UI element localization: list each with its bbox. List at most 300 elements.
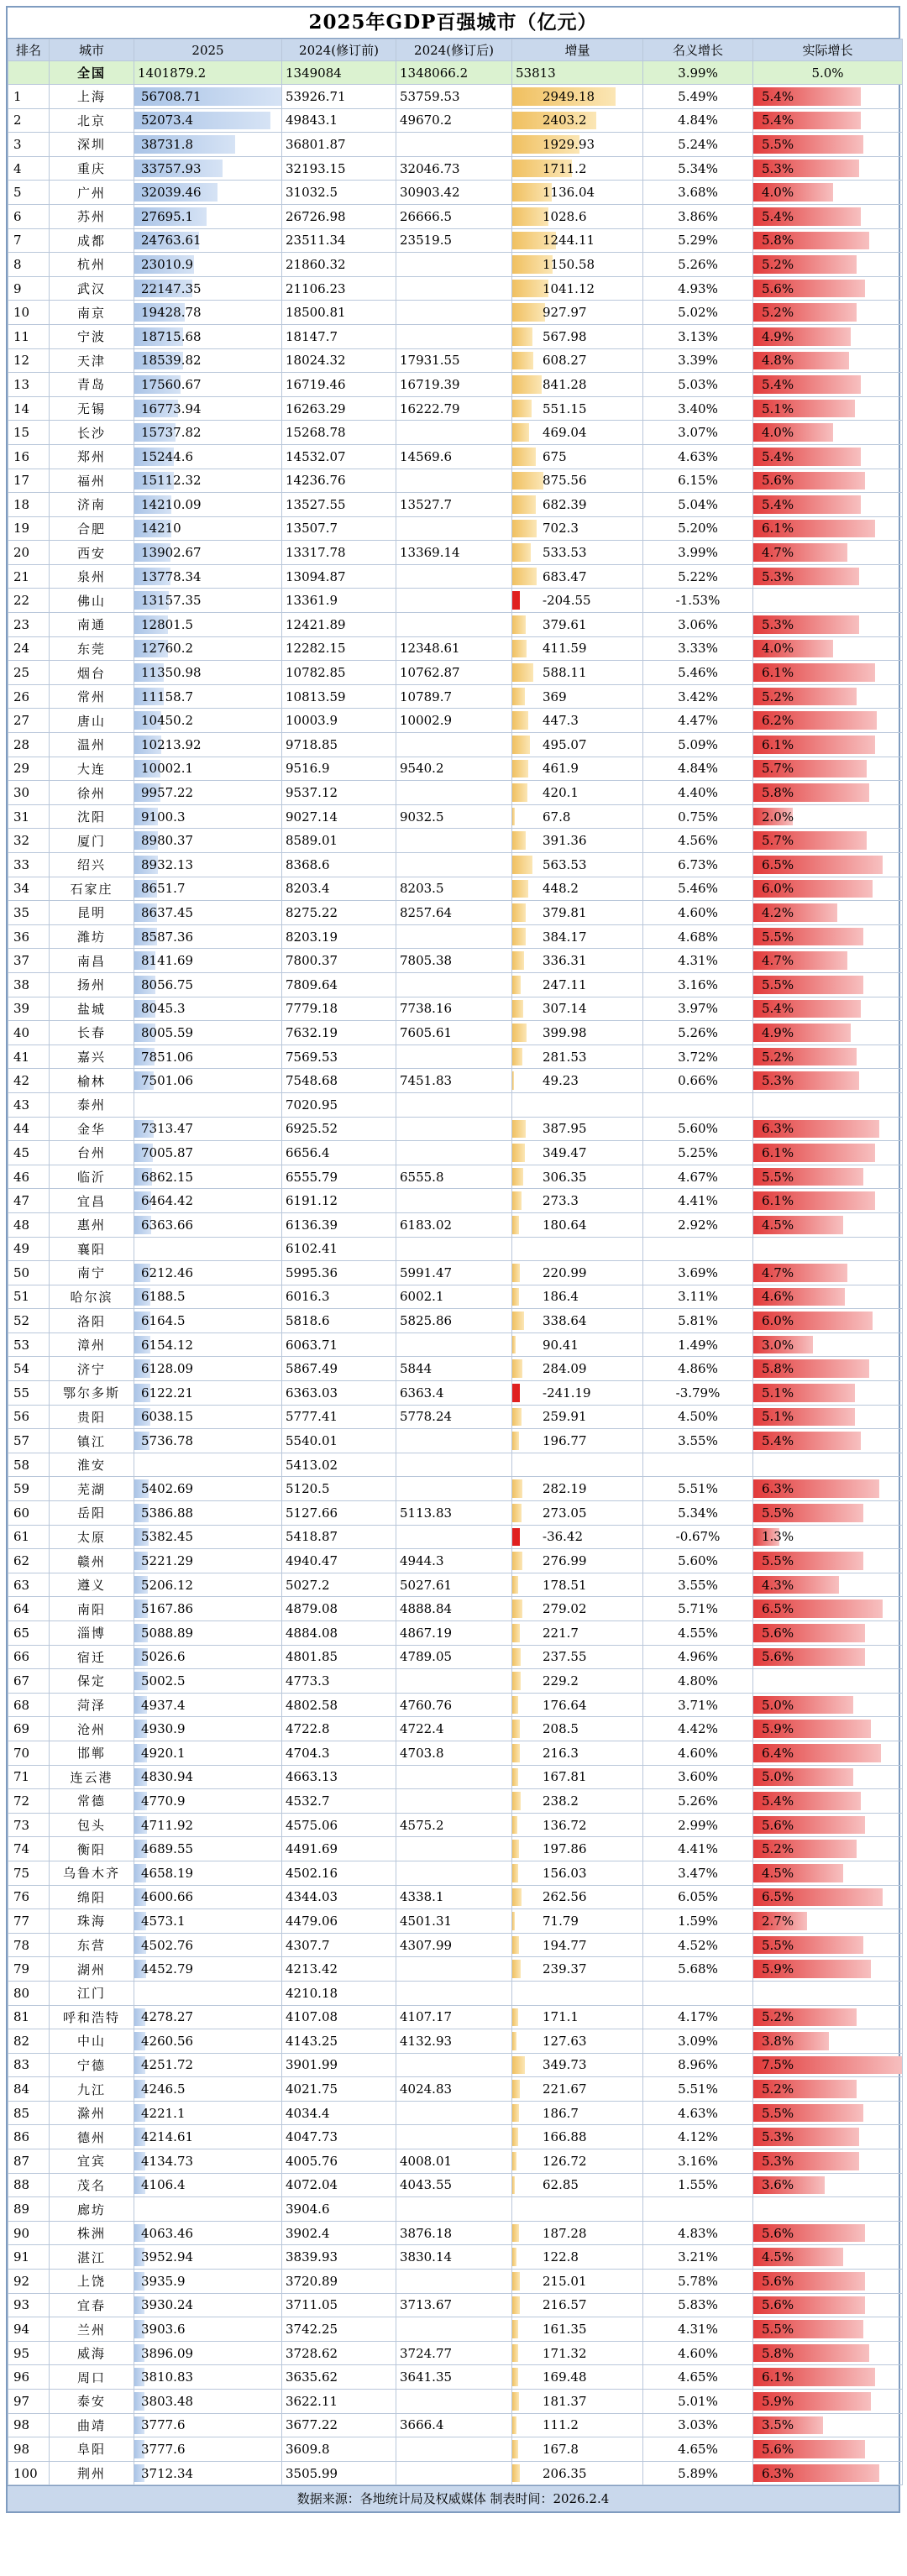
rank-cell: 14: [8, 396, 50, 421]
gdp-2024-post-cell: 53759.53: [396, 85, 512, 109]
nominal-growth-cell: 4.86%: [643, 1357, 753, 1381]
city-cell: 东莞: [50, 636, 134, 661]
real-growth-value: 5.2%: [762, 1841, 794, 1857]
real-growth-cell: [753, 1237, 903, 1261]
gdp-2025-cell: [134, 1765, 282, 1789]
rank-cell: 22: [8, 589, 50, 613]
table-row: [8, 1693, 903, 1717]
increment-cell: [512, 156, 643, 181]
gdp-2025-value: 4658.19: [141, 1865, 194, 1881]
real-growth-value: 5.3%: [762, 616, 794, 632]
gdp-2025-cell: [134, 2125, 282, 2149]
gdp-2024-pre-cell: 3609.8: [282, 2437, 396, 2462]
table-row: [8, 709, 903, 733]
gdp-2024-pre-cell: 4479.06: [282, 1909, 396, 1934]
gdp-2024-post-cell: [396, 1837, 512, 1861]
rank-cell: 73: [8, 1813, 50, 1837]
increment-value: 702.3: [543, 521, 579, 537]
gdp-2024-pre-cell: 18500.81: [282, 301, 396, 325]
gdp-2024-pre-cell: 5995.36: [282, 1261, 396, 1285]
increment-cell: [512, 2461, 643, 2485]
rank-cell: 31: [8, 804, 50, 829]
rank-cell: 51: [8, 1285, 50, 1309]
gdp-2024-pre-cell: 7548.68: [282, 1069, 396, 1093]
gdp-2024-post-cell: 3724.77: [396, 2341, 512, 2365]
city-cell: 泰州: [50, 1092, 134, 1117]
table-row: [8, 204, 903, 228]
gdp-2024-post-cell: [396, 1117, 512, 1141]
gdp-2024-post-cell: [396, 1045, 512, 1069]
gdp-2024-post-cell: [396, 253, 512, 277]
city-cell: 茂名: [50, 2173, 134, 2197]
gdp-2025-cell: [134, 1693, 282, 1717]
real-growth-cell: [753, 228, 903, 253]
increment-value: 551.15: [543, 401, 587, 416]
gdp-2024-post-cell: 7605.61: [396, 1021, 512, 1045]
gdp-2025-value: 19428.78: [141, 305, 202, 321]
table-row: [8, 1429, 903, 1453]
nominal-growth-cell: 4.65%: [643, 2437, 753, 2462]
city-cell: 盐城: [50, 997, 134, 1021]
real-growth-cell: [753, 276, 903, 301]
real-growth-value: 5.5%: [762, 1505, 794, 1521]
gdp-2024-pre-cell: 4802.58: [282, 1693, 396, 1717]
gdp-2025-cell: [134, 2029, 282, 2054]
real-growth-value: 6.1%: [762, 1193, 794, 1209]
nominal-growth-cell: 5.60%: [643, 1117, 753, 1141]
nominal-growth-cell: 5.78%: [643, 2270, 753, 2294]
real-growth-cell: [753, 1357, 903, 1381]
rank-cell: 46: [8, 1165, 50, 1189]
nominal-growth-cell: 5.25%: [643, 1141, 753, 1165]
gdp-2024-post-cell: 16222.79: [396, 396, 512, 421]
increment-cell: [512, 1765, 643, 1789]
gdp-2025-cell: [134, 1069, 282, 1093]
rank-cell: 81: [8, 2005, 50, 2029]
city-cell: 厦门: [50, 829, 134, 853]
gdp-2025-cell: [134, 2221, 282, 2245]
real-growth-cell: [753, 301, 903, 325]
nominal-growth-cell: 3.72%: [643, 1045, 753, 1069]
rank-cell: 78: [8, 1933, 50, 1957]
city-cell: 湖州: [50, 1957, 134, 1982]
gdp-2024-pre-cell: 4940.47: [282, 1549, 396, 1573]
gdp-2024-post-cell: [396, 301, 512, 325]
increment-cell: [512, 924, 643, 949]
gdp-2025-cell: [134, 1117, 282, 1141]
table-row: [8, 2461, 903, 2485]
increment-cell: [512, 1477, 643, 1501]
table-row: [8, 373, 903, 397]
increment-value: 683.47: [543, 568, 587, 584]
city-cell: 滁州: [50, 2101, 134, 2125]
real-growth-value: 5.2%: [762, 1049, 794, 1065]
gdp-2024-post-cell: 9540.2: [396, 757, 512, 781]
gdp-2024-post-cell: [396, 924, 512, 949]
rank-cell: 49: [8, 1237, 50, 1261]
gdp-2025-cell: [134, 301, 282, 325]
city-cell: 广州: [50, 181, 134, 205]
gdp-2025-cell: [134, 396, 282, 421]
nominal-growth-cell: 1.59%: [643, 1909, 753, 1934]
gdp-2025-value: 18715.68: [141, 328, 202, 344]
gdp-2024-pre-cell: 6191.12: [282, 1189, 396, 1213]
gdp-2024-post-cell: [396, 2197, 512, 2222]
real-growth-value: 5.3%: [762, 1073, 794, 1089]
gdp-2025-value: 3777.6: [141, 2417, 186, 2433]
table-row: [8, 301, 903, 325]
increment-value: 221.67: [543, 2081, 587, 2097]
increment-value: 262.56: [543, 1889, 587, 1905]
increment-value: 420.1: [543, 785, 579, 801]
table-row: [8, 1285, 903, 1309]
real-growth-value: 5.1%: [762, 1409, 794, 1425]
rank-cell: 66: [8, 1645, 50, 1669]
nominal-growth-cell: 5.01%: [643, 2390, 753, 2414]
nominal-growth-cell: 5.83%: [643, 2293, 753, 2317]
real-growth-value: 6.4%: [762, 1745, 794, 1761]
gdp-2025-value: 33757.93: [141, 160, 202, 176]
rank-cell: 84: [8, 2077, 50, 2102]
city-cell: 芜湖: [50, 1477, 134, 1501]
increment-value: 411.59: [543, 641, 587, 657]
real-growth-cell: [753, 204, 903, 228]
gdp-2024-pre-cell: 9718.85: [282, 733, 396, 757]
real-growth-cell: [753, 2197, 903, 2222]
gdp-2025-value: 8932.13: [141, 856, 194, 872]
table-row: [8, 1717, 903, 1741]
real-growth-cell: [753, 2365, 903, 2390]
city-cell: 岳阳: [50, 1501, 134, 1526]
gdp-2025-cell: [134, 1549, 282, 1573]
nominal-growth-cell: 4.84%: [643, 108, 753, 133]
gdp-2025-value: 6188.5: [141, 1289, 186, 1305]
real-growth-cell: [753, 1333, 903, 1357]
city-cell: 绵阳: [50, 1885, 134, 1909]
gdp-2025-cell: [134, 1261, 282, 1285]
real-growth-value: 4.2%: [762, 904, 794, 920]
table-row: [8, 589, 903, 613]
table-row: [8, 781, 903, 805]
increment-cell: [512, 2053, 643, 2077]
increment-cell: [512, 1333, 643, 1357]
gdp-2025-cell: [134, 2149, 282, 2174]
nominal-growth-cell: 4.96%: [643, 1645, 753, 1669]
gdp-2024-pre-cell: 5777.41: [282, 1405, 396, 1429]
real-growth-value: 5.8%: [762, 1361, 794, 1377]
header-real-growth: 实际增长: [753, 39, 903, 61]
real-growth-value: 5.6%: [762, 1625, 794, 1641]
gdp-2025-value: 6122.21: [141, 1385, 194, 1401]
city-cell: 常州: [50, 684, 134, 709]
national-pre: 1349084: [282, 61, 396, 85]
increment-cell: [512, 661, 643, 685]
real-growth-cell: [753, 1669, 903, 1694]
gdp-2024-post-cell: 4107.17: [396, 2005, 512, 2029]
table-row: [8, 1597, 903, 1621]
city-cell: 上海: [50, 85, 134, 109]
increment-cell: [512, 276, 643, 301]
real-growth-cell: [753, 2317, 903, 2342]
national-increment: 53813: [512, 61, 643, 85]
gdp-2024-post-cell: 3666.4: [396, 2413, 512, 2437]
real-growth-value: 6.3%: [762, 2465, 794, 2481]
increment-cell: [512, 1669, 643, 1694]
table-row: [8, 1741, 903, 1765]
nominal-growth-cell: 3.55%: [643, 1429, 753, 1453]
table-row: [8, 853, 903, 877]
city-cell: 乌鲁木齐: [50, 1861, 134, 1885]
gdp-2024-pre-cell: 6925.52: [282, 1117, 396, 1141]
nominal-growth-cell: 3.16%: [643, 972, 753, 997]
rank-cell: 19: [8, 516, 50, 541]
real-growth-cell: [753, 133, 903, 157]
gdp-2025-value: 3896.09: [141, 2345, 194, 2361]
real-growth-cell: [753, 684, 903, 709]
gdp-2025-cell: [134, 1333, 282, 1357]
gdp-2025-cell: [134, 589, 282, 613]
gdp-2025-value: 18539.82: [141, 353, 202, 369]
table-row: [8, 2005, 903, 2029]
nominal-growth-cell: 3.39%: [643, 348, 753, 373]
table-row: [8, 2221, 903, 2245]
increment-value: 447.3: [543, 713, 579, 729]
increment-cell: [512, 1165, 643, 1189]
gdp-2025-cell: [134, 1165, 282, 1189]
gdp-2024-post-cell: [396, 2053, 512, 2077]
real-growth-cell: [753, 108, 903, 133]
rank-cell: 89: [8, 2197, 50, 2222]
real-growth-cell: [753, 2437, 903, 2462]
gdp-2025-value: 3810.83: [141, 2369, 194, 2385]
gdp-2024-pre-cell: 6063.71: [282, 1333, 396, 1357]
gdp-2024-post-cell: 4024.83: [396, 2077, 512, 2102]
increment-cell: [512, 1285, 643, 1309]
city-cell: 宁波: [50, 324, 134, 348]
real-growth-cell: [753, 1957, 903, 1982]
real-growth-value: 5.6%: [762, 2441, 794, 2457]
gdp-2024-post-cell: 8257.64: [396, 901, 512, 925]
real-growth-cell: [753, 444, 903, 469]
gdp-2025-value: 8637.45: [141, 904, 194, 920]
header-gdp-2025: 2025: [134, 39, 282, 61]
gdp-2024-post-cell: 4575.2: [396, 1813, 512, 1837]
gdp-2025-value: 15112.32: [141, 473, 202, 489]
gdp-2024-pre-cell: 5540.01: [282, 1429, 396, 1453]
increment-value: 194.77: [543, 1937, 587, 1953]
table-row: [8, 1261, 903, 1285]
increment-cell: [512, 2005, 643, 2029]
city-cell: 潍坊: [50, 924, 134, 949]
gdp-2025-cell: [134, 1501, 282, 1526]
real-growth-cell: [753, 853, 903, 877]
rank-cell: 3: [8, 133, 50, 157]
gdp-2025-value: 5221.29: [141, 1553, 194, 1569]
real-growth-value: 5.5%: [762, 1553, 794, 1569]
table-row: [8, 877, 903, 901]
rank-cell: 34: [8, 877, 50, 901]
real-growth-value: 4.0%: [762, 641, 794, 657]
gdp-2024-pre-cell: 4773.3: [282, 1669, 396, 1694]
increment-value: 495.07: [543, 736, 587, 752]
increment-cell: [512, 804, 643, 829]
increment-value: -241.19: [543, 1385, 591, 1401]
real-growth-cell: [753, 1741, 903, 1765]
increment-value: 336.31: [543, 953, 587, 969]
table-row: [8, 1309, 903, 1333]
real-growth-value: 2.0%: [762, 809, 794, 825]
city-cell: 阜阳: [50, 2437, 134, 2462]
rank-cell: 45: [8, 1141, 50, 1165]
gdp-2025-value: 5402.69: [141, 1481, 194, 1497]
nominal-growth-cell: 5.04%: [643, 493, 753, 517]
table-row: [8, 1861, 903, 1885]
gdp-2025-cell: [134, 133, 282, 157]
increment-value: 448.2: [543, 881, 579, 897]
table-row: [8, 1645, 903, 1669]
gdp-2025-value: 13778.34: [141, 568, 202, 584]
table-row: [8, 133, 903, 157]
gdp-2024-post-cell: [396, 1669, 512, 1694]
city-cell: 南通: [50, 613, 134, 637]
real-growth-cell: [753, 2077, 903, 2102]
city-cell: 福州: [50, 469, 134, 493]
nominal-growth-cell: 4.31%: [643, 949, 753, 973]
gdp-2025-cell: [134, 1621, 282, 1646]
gdp-2025-value: [134, 1241, 141, 1256]
real-growth-value: 3.8%: [762, 2033, 794, 2049]
table-row: [8, 253, 903, 277]
real-growth-value: [753, 1097, 762, 1113]
nominal-growth-cell: 3.68%: [643, 181, 753, 205]
table-row: [8, 493, 903, 517]
increment-cell: [512, 2125, 643, 2149]
rank-cell: 85: [8, 2101, 50, 2125]
nominal-growth-cell: 5.51%: [643, 1477, 753, 1501]
increment-cell: [512, 421, 643, 445]
gdp-2025-cell: [134, 276, 282, 301]
rank-cell: 13: [8, 373, 50, 397]
city-cell: 江门: [50, 1981, 134, 2005]
rank-cell: 37: [8, 949, 50, 973]
table-row: [8, 156, 903, 181]
real-growth-value: [753, 1241, 762, 1256]
nominal-growth-cell: 5.51%: [643, 2077, 753, 2102]
gdp-2025-cell: [134, 1813, 282, 1837]
real-growth-cell: [753, 2341, 903, 2365]
table-row: [8, 1957, 903, 1982]
nominal-growth-cell: 3.86%: [643, 204, 753, 228]
real-growth-value: 5.2%: [762, 689, 794, 704]
gdp-2024-pre-cell: 5818.6: [282, 1309, 396, 1333]
gdp-2024-post-cell: [396, 1477, 512, 1501]
gdp-2025-value: 27695.1: [141, 208, 194, 224]
gdp-2024-pre-cell: 5418.87: [282, 1525, 396, 1549]
real-growth-cell: [753, 589, 903, 613]
gdp-2024-post-cell: [396, 276, 512, 301]
gdp-2024-post-cell: 4501.31: [396, 1909, 512, 1934]
rank-cell: 9: [8, 276, 50, 301]
gdp-2024-pre-cell: 23511.34: [282, 228, 396, 253]
gdp-2025-value: 22147.35: [141, 280, 202, 296]
real-growth-value: 4.3%: [762, 1577, 794, 1593]
gdp-2025-value: 8045.3: [141, 1001, 186, 1017]
nominal-growth-cell: 4.52%: [643, 1933, 753, 1957]
city-cell: 扬州: [50, 972, 134, 997]
real-growth-cell: [753, 1405, 903, 1429]
gdp-2024-post-cell: 4703.8: [396, 1741, 512, 1765]
gdp-2024-post-cell: 8203.5: [396, 877, 512, 901]
increment-cell: [512, 613, 643, 637]
increment-value: 62.85: [543, 2177, 579, 2193]
nominal-growth-cell: 3.06%: [643, 613, 753, 637]
rank-cell: 64: [8, 1597, 50, 1621]
gdp-2025-cell: [134, 877, 282, 901]
nominal-growth-cell: -1.53%: [643, 589, 753, 613]
gdp-2024-pre-cell: 3711.05: [282, 2293, 396, 2317]
rank-cell: 59: [8, 1477, 50, 1501]
gdp-2025-cell: [134, 204, 282, 228]
gdp-2025-value: 4106.4: [141, 2177, 186, 2193]
gdp-2024-pre-cell: 4502.16: [282, 1861, 396, 1885]
table-row: [8, 564, 903, 589]
gdp-2024-post-cell: 5991.47: [396, 1261, 512, 1285]
gdp-2024-pre-cell: 4213.42: [282, 1957, 396, 1982]
real-growth-value: 3.6%: [762, 2177, 794, 2193]
gdp-2025-cell: [134, 108, 282, 133]
gdp-2025-value: 7005.87: [141, 1144, 194, 1160]
rank-cell: 87: [8, 2149, 50, 2174]
real-growth-cell: [753, 469, 903, 493]
gdp-2025-value: 13902.67: [141, 545, 202, 561]
table-row: [8, 396, 903, 421]
increment-value: 49.23: [543, 1073, 579, 1089]
real-growth-cell: [753, 1141, 903, 1165]
increment-value: 221.7: [543, 1625, 579, 1641]
real-growth-cell: [753, 2173, 903, 2197]
national-gdp: 1401879.2: [134, 61, 282, 85]
gdp-2024-post-cell: 4944.3: [396, 1549, 512, 1573]
increment-cell: [512, 2101, 643, 2125]
increment-value: 563.53: [543, 856, 587, 872]
real-growth-cell: [753, 493, 903, 517]
real-growth-cell: [753, 924, 903, 949]
increment-cell: [512, 853, 643, 877]
gdp-2025-cell: [134, 2293, 282, 2317]
nominal-growth-cell: 5.29%: [643, 228, 753, 253]
increment-value: 136.72: [543, 1817, 587, 1833]
gdp-2024-post-cell: [396, 1141, 512, 1165]
real-growth-value: 4.8%: [762, 353, 794, 369]
increment-cell: [512, 108, 643, 133]
gdp-2025-value: 4711.92: [141, 1817, 194, 1833]
gdp-2024-pre-cell: 3902.4: [282, 2221, 396, 2245]
increment-cell: [512, 1309, 643, 1333]
gdp-2024-post-cell: 6183.02: [396, 1212, 512, 1237]
rank-cell: 42: [8, 1069, 50, 1093]
increment-cell: [512, 733, 643, 757]
gdp-2024-pre-cell: 5413.02: [282, 1453, 396, 1477]
gdp-2024-post-cell: 5113.83: [396, 1501, 512, 1526]
real-growth-value: 5.6%: [762, 2225, 794, 2241]
real-growth-cell: [753, 1429, 903, 1453]
increment-cell: [512, 2437, 643, 2462]
gdp-2025-value: 4689.55: [141, 1841, 194, 1857]
gdp-2024-post-cell: 13369.14: [396, 541, 512, 565]
gdp-2025-value: 4221.1: [141, 2105, 186, 2121]
increment-value: 216.3: [543, 1745, 579, 1761]
real-growth-value: 2.7%: [762, 1913, 794, 1929]
